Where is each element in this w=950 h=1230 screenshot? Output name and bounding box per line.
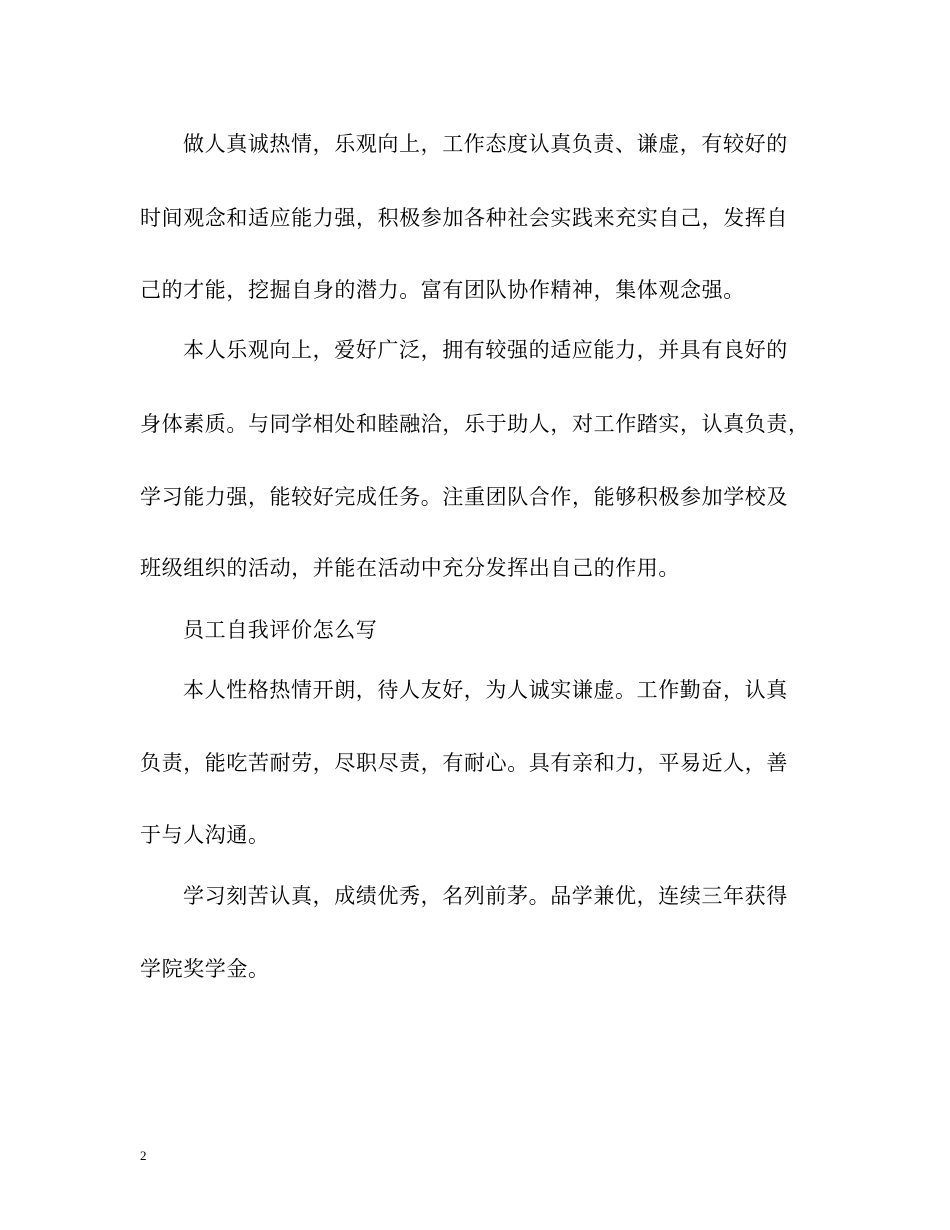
section-heading: 员工自我评价怎么写 [183, 618, 378, 642]
paragraph-1-line-3: 己的才能，挖掘自身的潜力。富有团队协作精神，集体观念强。 [140, 278, 745, 302]
paragraph-2-line-2: 身体素质。与同学相处和睦融洽，乐于助人，对工作踏实，认真负责， [140, 412, 810, 436]
paragraph-2-line-4: 班级组织的活动，并能在活动中充分发挥出自己的作用。 [140, 556, 680, 580]
paragraph-3-line-3: 于与人沟通。 [140, 823, 270, 847]
paragraph-1-line-1: 做人真诚热情，乐观向上，工作态度认真负责、谦虚，有较好的 [183, 132, 788, 156]
paragraph-3-line-1: 本人性格热情开朗，待人友好，为人诚实谦虚。工作勤奋，认真 [183, 678, 788, 702]
paragraph-2-line-3: 学习能力强，能较好完成任务。注重团队合作，能够积极参加学校及 [140, 485, 788, 509]
paragraph-4-line-1: 学习刻苦认真，成绩优秀，名列前茅。品学兼优，连续三年获得 [183, 884, 788, 908]
paragraph-3-line-2: 负责，能吃苦耐劳，尽职尽责，有耐心。具有亲和力，平易近人，善 [140, 751, 788, 775]
paragraph-2-line-1: 本人乐观向上，爱好广泛，拥有较强的适应能力，并具有良好的 [183, 338, 788, 362]
paragraph-1-line-2: 时间观念和适应能力强，积极参加各种社会实践来充实自己，发挥自 [140, 206, 788, 230]
paragraph-4-line-2: 学院奖学金。 [140, 957, 270, 981]
page-number: 2 [140, 1148, 147, 1163]
